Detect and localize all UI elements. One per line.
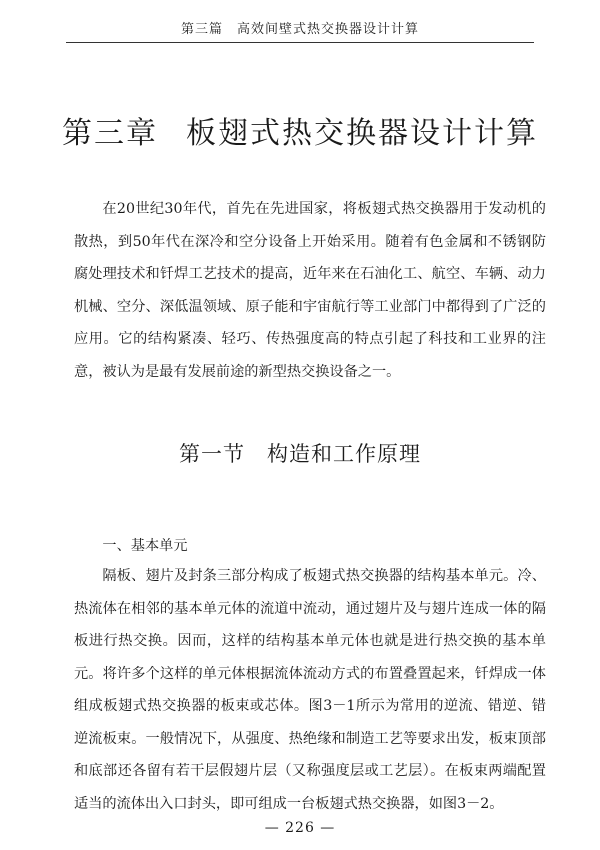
chapter-title [0, 108, 600, 152]
page-number: — 226 — [264, 820, 336, 836]
body-paragraph: 隔板、翅片及封条三部分构成了板翅式热交换器的结构基本单元。冷、热流体在相邻的基本单元体的流道中流动，通过翅片及与翅片连成一体的隔板进行热交换。因而，这样的结构基本单元体也就是进行热交换的基本单元。将许多个这样的单元体根据流体流动方式的布置叠置起来，钎焊成一体组成板翅式热交换器的板束或芯体。图3－1所示为常用的逆流、错逆、错逆流板束。一般情况下，从强度、热绝缘和制造工艺等要求出发，板束顶部和底部还各留有若干层假翅片层（又称强度层或工艺层）。在板束两端配置适当的流体出入口封头，即可组成一台板翅式热交换器，如图3－2。 [74, 568, 546, 812]
running-header: 第三篇 高效间壁式热交换器设计计算 [180, 22, 419, 37]
intro-paragraph: 在20世纪30年代，首先在先进国家，将板翅式热交换器用于发动机的散热，到50年代在深冷和空分设备上开始采用。随着有色金属和不锈钢防腐处理技术和钎焊工艺技术的提高，近年来在石油化工、航空、车辆、动力机械、空分、深低温领域、原子能和宇宙航行等工业部门中都得到了广泛的应用。它的结构紧凑、轻巧、传热强度高的特点引起了科技和工业界的注意，被认为是最有发展前途的新型热交换设备之一。 [74, 201, 546, 380]
section-title [0, 438, 600, 468]
header-rule [66, 42, 534, 43]
chapter-name: 板翅式热交换器设计计算 [186, 116, 538, 151]
chapter-number: 第三章 [62, 116, 158, 151]
section-name: 构造和工作原理 [267, 442, 421, 466]
subsection-heading: 一、基本单元 [102, 538, 188, 554]
section-number: 第一节 [179, 442, 245, 466]
